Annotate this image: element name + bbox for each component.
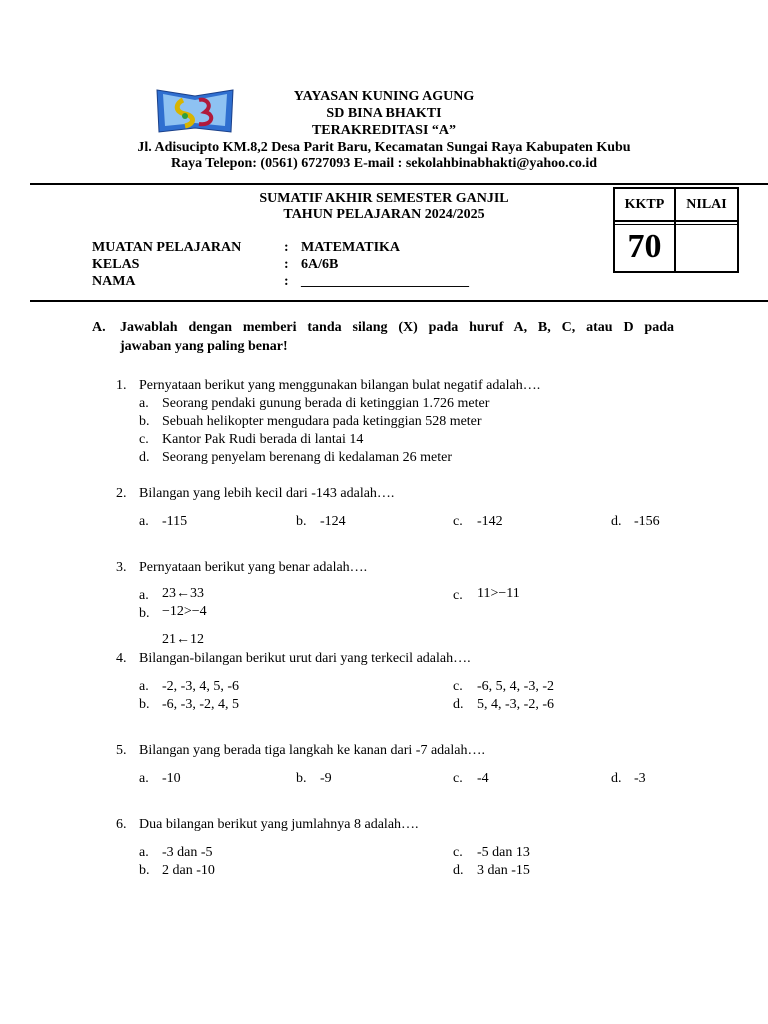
option-text[interactable]: -10: [162, 771, 181, 786]
option-text[interactable]: 11>−11: [477, 586, 520, 601]
field-sep-class: :: [284, 257, 289, 272]
question-number: 2.: [116, 486, 127, 501]
option-letter[interactable]: a.: [139, 514, 149, 529]
address-line-1: Jl. Adisucipto KM.8,2 Desa Parit Baru, Kecamatan Sungai Raya Kabupaten Kubu: [137, 140, 631, 155]
option-letter[interactable]: d.: [611, 514, 622, 529]
field-sep-name: :: [284, 274, 289, 289]
option-letter[interactable]: a.: [139, 679, 149, 694]
question-number: 5.: [116, 743, 127, 758]
option-text[interactable]: 23←33: [162, 586, 204, 601]
field-value-class: 6A/6B: [301, 257, 339, 272]
kktp-label: KKTP: [624, 197, 665, 212]
kktp-value: 70: [627, 228, 662, 265]
question-number: 4.: [116, 651, 127, 666]
score-header-divider-2: [613, 224, 739, 225]
option-letter[interactable]: a.: [139, 588, 149, 603]
field-value-name[interactable]: ________________________: [301, 274, 469, 289]
question-number: 6.: [116, 817, 127, 832]
option-letter[interactable]: b.: [139, 697, 150, 712]
option-text[interactable]: -9: [320, 771, 332, 786]
option-letter[interactable]: d.: [139, 450, 150, 465]
option-letter[interactable]: c.: [453, 588, 463, 603]
nilai-label: NILAI: [686, 197, 727, 212]
option-letter[interactable]: c.: [453, 679, 463, 694]
option-text[interactable]: Kantor Pak Rudi berada di lantai 14: [162, 432, 364, 447]
option-text[interactable]: 3 dan -15: [477, 863, 530, 878]
option-text[interactable]: -156: [634, 514, 660, 529]
option-text[interactable]: -5 dan 13: [477, 845, 530, 860]
option-text[interactable]: 5, 4, -3, -2, -6: [477, 697, 554, 712]
score-header-divider: [613, 220, 739, 222]
address-line-2: Raya Telepon: (0561) 6727093 E-mail : sekolahbinabhakti@yahoo.co.id: [170, 156, 598, 171]
field-label-subject: MUATAN PELAJARAN: [92, 240, 242, 255]
field-sep-subject: :: [284, 240, 289, 255]
option-text[interactable]: Seorang penyelam berenang di kedalaman 26 meter: [162, 450, 452, 465]
header-divider: [30, 183, 768, 185]
option-letter[interactable]: c.: [453, 771, 463, 786]
option-letter[interactable]: d.: [453, 863, 464, 878]
section-instruction-2: jawaban yang paling benar!: [120, 339, 288, 354]
nilai-value[interactable]: [676, 226, 737, 270]
option-letter[interactable]: a.: [139, 845, 149, 860]
option-letter[interactable]: a.: [139, 396, 149, 411]
info-divider: [30, 300, 768, 302]
option-text[interactable]: -2, -3, 4, 5, -6: [162, 679, 239, 694]
option-letter[interactable]: b.: [139, 414, 150, 429]
option-letter[interactable]: c.: [453, 845, 463, 860]
option-text[interactable]: −12>−4: [162, 604, 207, 619]
section-letter: A.: [92, 320, 106, 335]
exam-title: SUMATIF AKHIR SEMESTER GANJIL: [259, 191, 509, 206]
field-label-class: KELAS: [92, 257, 140, 272]
option-letter[interactable]: b.: [296, 514, 307, 529]
option-text[interactable]: 21←12: [162, 632, 204, 647]
option-text[interactable]: -6, -3, -2, 4, 5: [162, 697, 239, 712]
option-letter[interactable]: d.: [611, 771, 622, 786]
option-letter[interactable]: c.: [139, 432, 149, 447]
option-text[interactable]: -3: [634, 771, 646, 786]
field-value-subject: MATEMATIKA: [301, 240, 401, 255]
option-letter[interactable]: b.: [139, 863, 150, 878]
accreditation: TERAKREDITASI “A”: [311, 123, 457, 138]
section-instruction-1: Jawablah dengan memberi tanda silang (X) pada huruf A, B, C, atau D pada: [120, 320, 674, 335]
option-letter[interactable]: a.: [139, 771, 149, 786]
question-text: Bilangan-bilangan berikut urut dari yang terkecil adalah….: [139, 651, 471, 666]
option-text[interactable]: Seorang pendaki gunung berada di ketinggian 1.726 meter: [162, 396, 490, 411]
question-text: Dua bilangan berikut yang jumlahnya 8 adalah….: [139, 817, 419, 832]
question-text: Pernyataan berikut yang benar adalah….: [139, 560, 368, 575]
question-number: 3.: [116, 560, 127, 575]
school-name: SD BINA BHAKTI: [326, 106, 442, 121]
question-text: Bilangan yang berada tiga langkah ke kanan dari -7 adalah….: [139, 743, 485, 758]
option-letter[interactable]: d.: [453, 697, 464, 712]
question-text: Pernyataan berikut yang menggunakan bilangan bulat negatif adalah….: [139, 378, 541, 393]
option-text[interactable]: -3 dan -5: [162, 845, 213, 860]
option-text[interactable]: -115: [162, 514, 188, 529]
option-text[interactable]: 2 dan -10: [162, 863, 215, 878]
option-letter[interactable]: b.: [296, 771, 307, 786]
question-number: 1.: [116, 378, 127, 393]
option-text[interactable]: Sebuah helikopter mengudara pada ketinggian 528 meter: [162, 414, 482, 429]
option-text[interactable]: -124: [320, 514, 346, 529]
option-text[interactable]: -4: [477, 771, 489, 786]
foundation-name: YAYASAN KUNING AGUNG: [293, 89, 475, 104]
option-text[interactable]: -6, 5, 4, -3, -2: [477, 679, 554, 694]
field-label-name: NAMA: [92, 274, 136, 289]
exam-year: TAHUN PELAJARAN 2024/2025: [283, 207, 485, 222]
option-letter[interactable]: c.: [453, 514, 463, 529]
question-text: Bilangan yang lebih kecil dari -143 adalah….: [139, 486, 395, 501]
option-text[interactable]: -142: [477, 514, 503, 529]
option-letter[interactable]: b.: [139, 606, 150, 621]
